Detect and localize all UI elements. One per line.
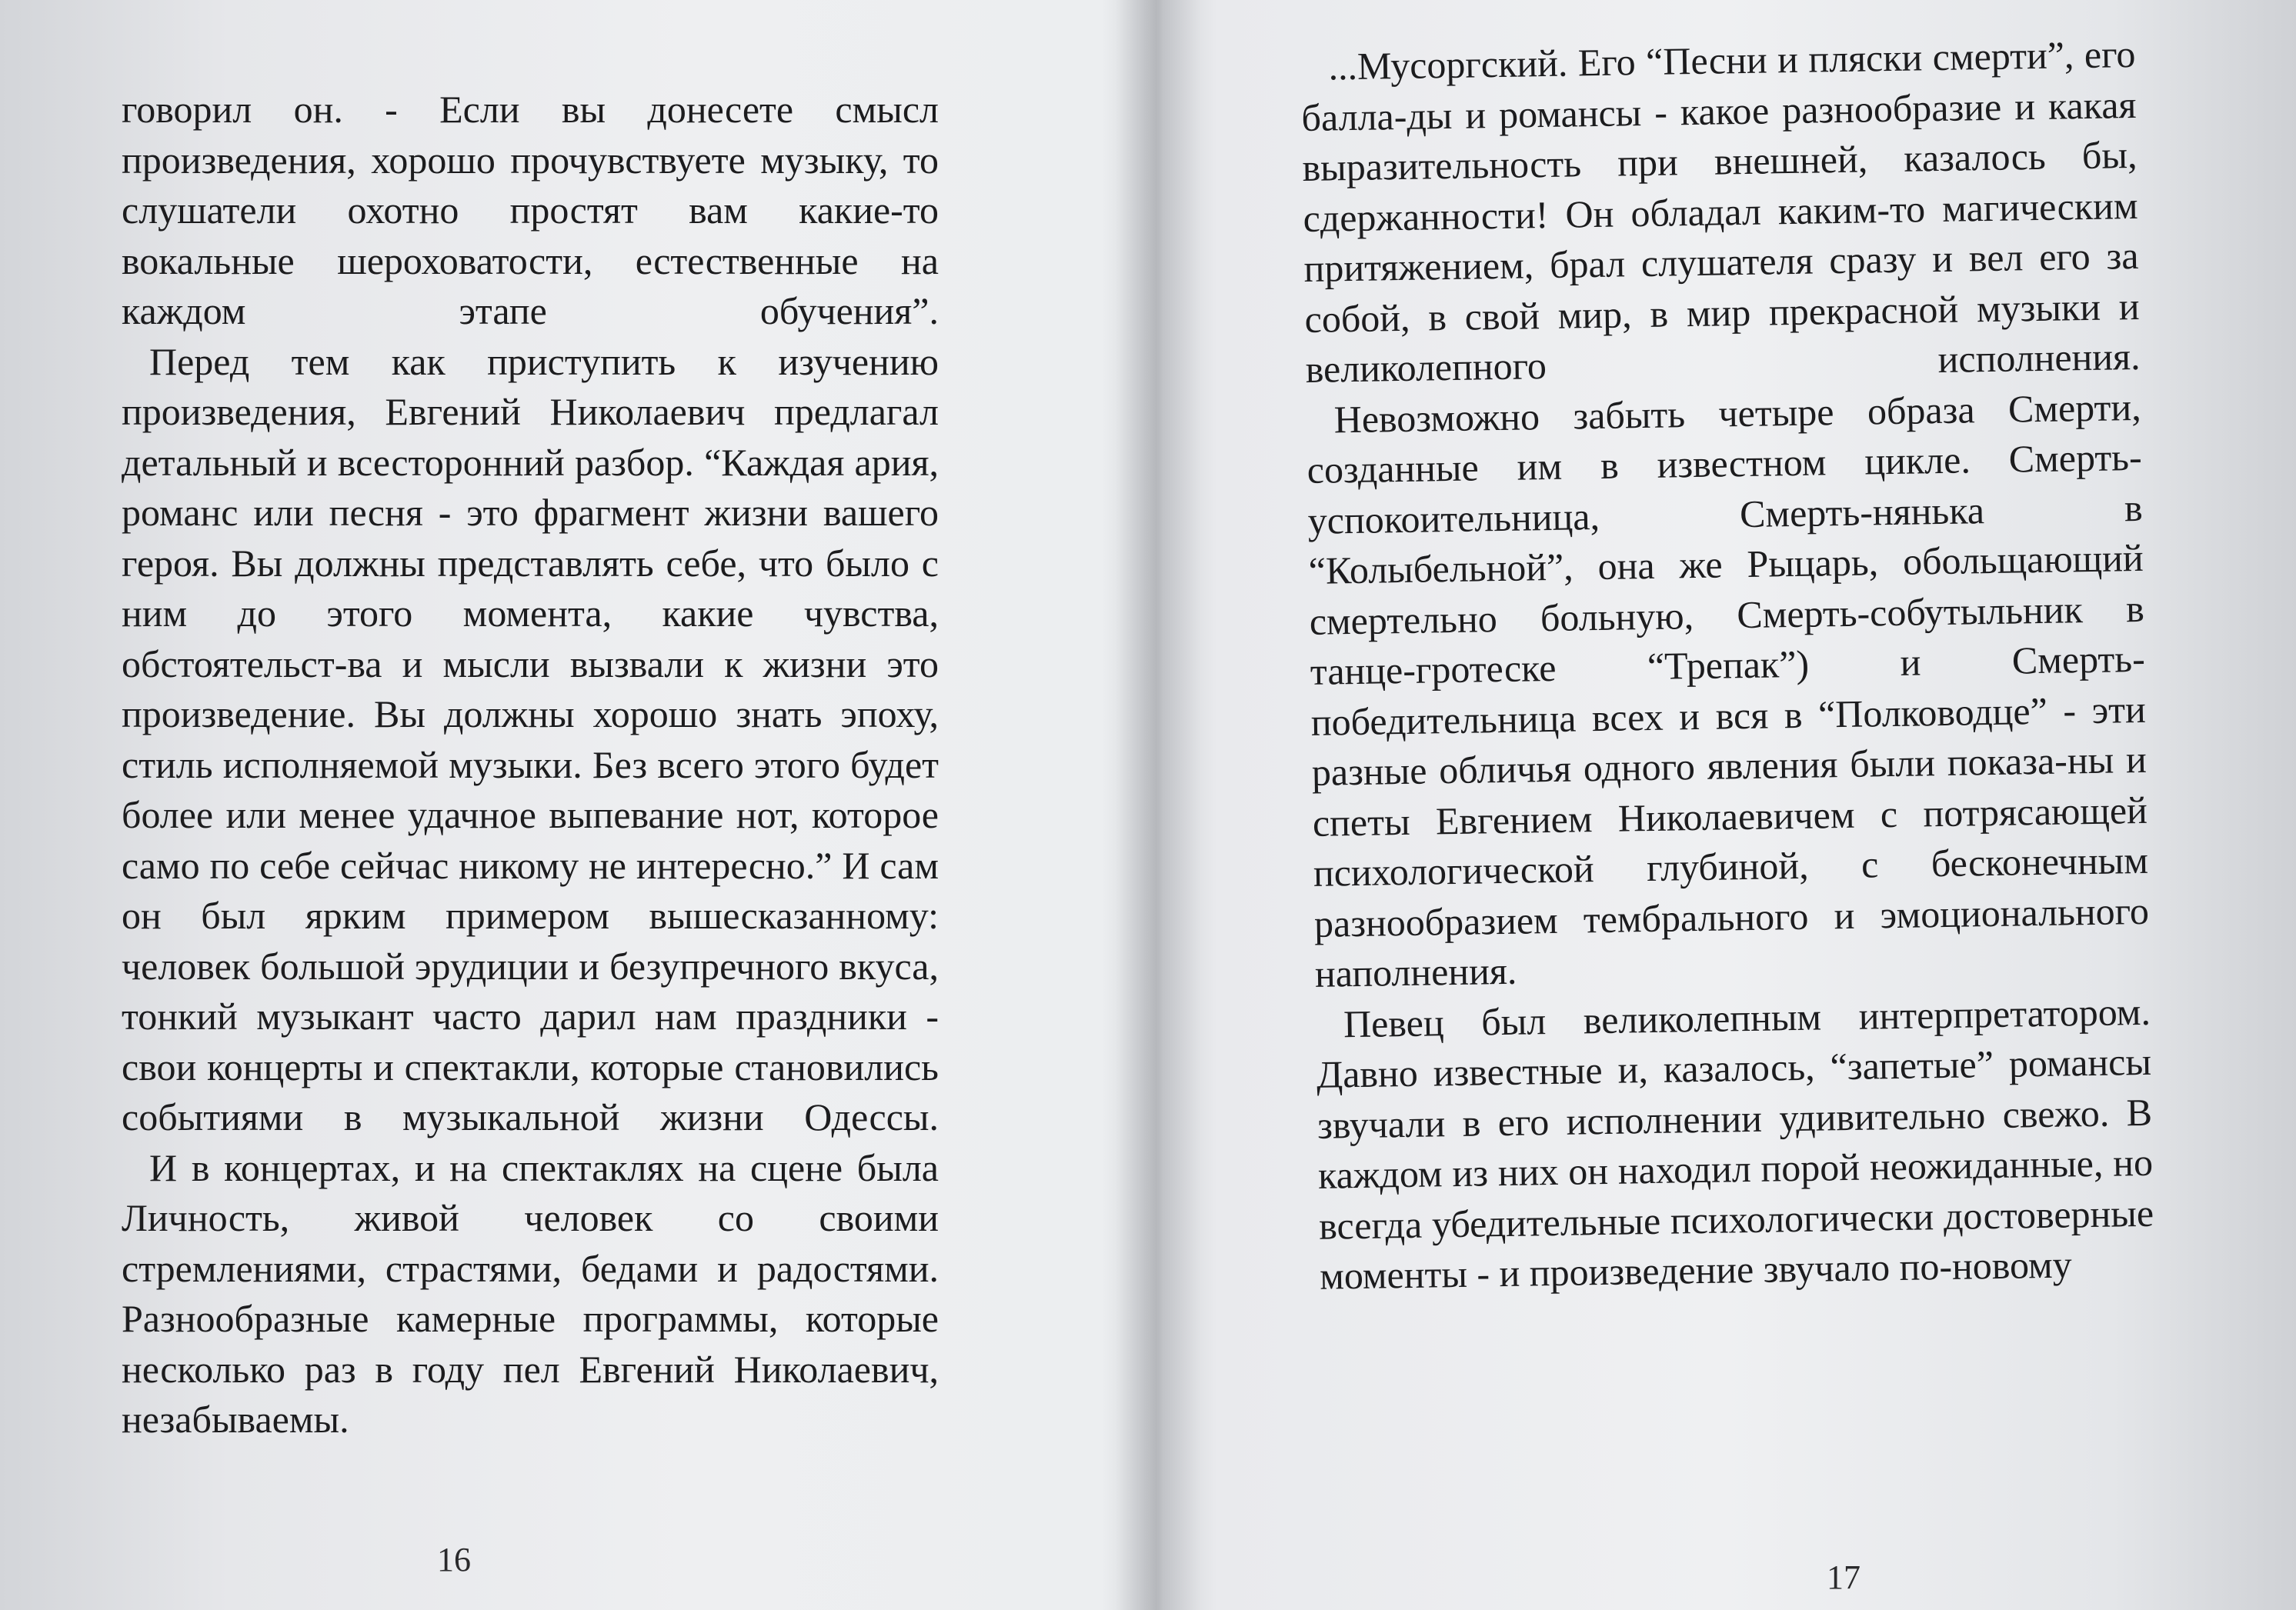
right-page — [1146, 0, 2296, 1610]
right-page-number: 17 — [1827, 1558, 1860, 1596]
left-page-number: 16 — [437, 1541, 471, 1578]
left-paragraph-3: И в концертах, и на спектаклях на сцене была Личность, живой человек со своими стремлениями, страстями, бедами и радостями. Разнообразные камерные программы, которые несколько раз в году пел Евгений Николаевич, незабываемы. — [122, 1145, 939, 1441]
left-paragraph-2: Перед тем как приступить к изучению произведения, Евгений Николаевич предлагал детальный и всесторонний разбор. “Каждая ария, романс или песня - это фрагмент жизни вашего героя. Вы должны представлять себе, что было с ним до этого момента, какие чувства, обстоятельст-ва и мысли вызвали к жизни это произведение. Вы должны хорошо знать эпоху, стиль исполняемой музыки. Без всего этого будет более или менее удачное выпевание нот, которое само по себе сейчас никому не интересно.” И сам он был ярким примером вышесказанному: человек большой эрудиции и безупречного вкуса, тонкий музыкант часто дарил нам праздники - свои концерты и спектакли, которые становились событиями в музыкальной жизни Одессы. — [122, 339, 939, 1138]
right-page-text — [1300, 29, 2155, 1302]
right-paragraph-2: Невозможно забыть четыре образа Смерти, созданные им в известном цикле. Смерть-успокоительница, Смерть-нянька в “Колыбельной”, она же Рыцарь, обольщающий смертельно больную, Смерть-собутыльник в танце-гротеске “Трепак”) и Смерть-победительница всех и вся в “Полководце” - эти разные обличья одного явления были показа-ны и спеты Евгением Николаевичем с потрясающей психологической глубиной, с бесконечным разнообразием тембрального и эмоционального наполнения. — [1307, 385, 2150, 995]
left-page — [0, 0, 1146, 1610]
right-paragraph-1: ...Мусоргский. Его “Песни и пляски смерти”, его балла-ды и романсы - какое разнообразие и какая выразительность при внешней, казалось бы, сдержанности! Он обладал каким-то магическим притяжением, брал слушателя сразу и вел его за собой, в свой мир, в мир прекрасной музыки и великолепного исполнения. — [1301, 32, 2141, 391]
left-page-text — [122, 85, 939, 1445]
right-paragraph-3: Певец был великолепным интерпретатором. Давно известные и, казалось, “запетые” романсы звучали в его исполнении удивительно свежо. В каждом из них он находил порой неожиданные, но всегда убедительные психологически достоверные моменты - и произведение звучало по-новому — [1316, 989, 2154, 1298]
left-paragraph-1: говорил он. - Если вы донесете смысл произведения, хорошо прочувствуете музыку, то слушатели охотно простят вам какие-то вокальные шероховатости, естественные на каждом этапе обучения”. — [122, 88, 939, 332]
